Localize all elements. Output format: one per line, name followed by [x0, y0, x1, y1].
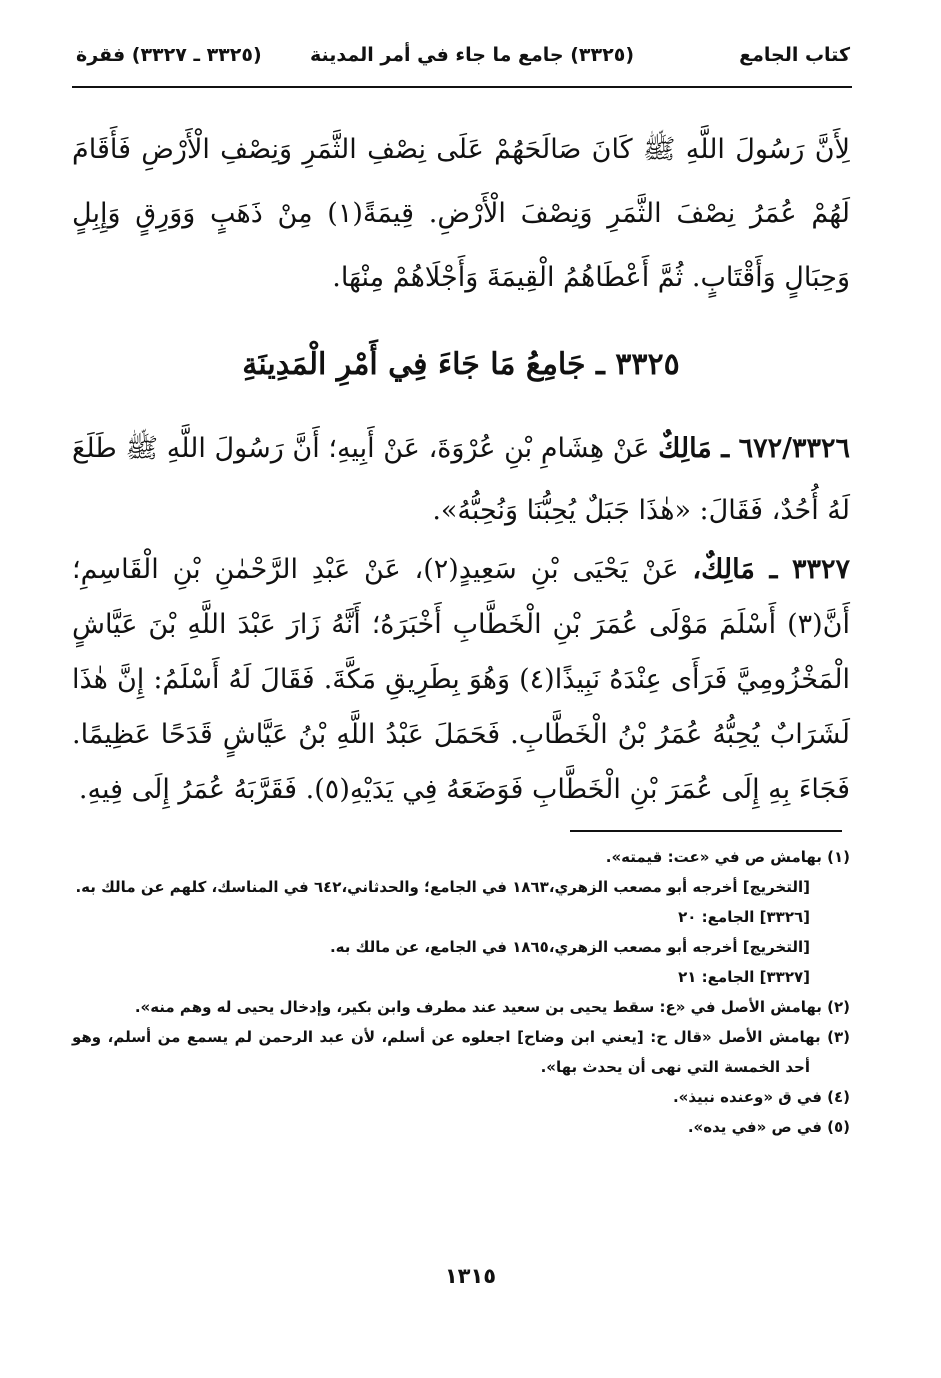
ref-3326: [٣٣٢٦] الجامع: ٢٠: [678, 908, 810, 926]
hadith-3327-text: عَنْ يَحْيَى بْنِ سَعِيدٍ(٢)، عَنْ عَبْدِ الرَّحْمٰنِ بْنِ الْقَاسِمِ؛ أَنَّ(٣) أَسْلَمَ مَوْلَى عُمَرَ بْنِ الْخَطَّابِ أَخْبَرَهُ؛ أَنَّهُ زَارَ عَبْدَ اللَّهِ بْنَ عَيَّاشٍ الْمَخْزُومِيَّ فَرَأَى عِنْدَهُ نَبِيذًا(٤) وَهُوَ بِطَرِيقِ مَكَّةَ. فَقَالَ لَهُ أَسْلَمُ: إِنَّ هٰذَا لَشَرَابٌ يُحِبُّهُ عُمَرُ بْنُ الْخَطَّابِ. فَحَمَلَ عَبْدُ اللَّهِ بْنُ عَيَّاشٍ قَدَحًا عَظِيمًا. فَجَاءَ بِهِ إِلَى عُمَرَ بْنِ الْخَطَّابِ فَوَضَعَهُ فِي يَدَيْهِ(٥). فَقَرَّبَهُ عُمَرُ إِلَى فِيهِ.: [72, 554, 850, 805]
hadith-3327-number: ٣٣٢٧ ـ مَالِكٌ،: [692, 554, 851, 585]
header-chapter-title: (٣٣٢٥) جامع ما جاء في أمر المدينة: [310, 44, 634, 66]
page-number: ١٣١٥: [444, 1264, 497, 1288]
header-book-title: كتاب الجامع: [739, 44, 850, 66]
footnote-5: (٥) في ص «في يده».: [687, 1118, 850, 1136]
header-paragraph-range: (٣٣٢٥ ـ ٣٣٢٧) فقرة: [76, 44, 262, 66]
hadith-3327: [72, 542, 850, 817]
running-header: [72, 40, 852, 84]
hadith-3326-number: ٦٧٢/٣٣٢٦ ـ مَالِكٌ: [658, 433, 850, 464]
footnote-4: (٤) في ق «وعنده نبيذ».: [672, 1088, 850, 1106]
takhrij-3325: [التخريج] أخرجه أبو مصعب الزهري،١٨٦٣ في الجامع؛ والحدثاني،٦٤٢ في المناسك، كلهم عن مالك به.: [75, 878, 810, 896]
ref-3327: [٣٣٢٧] الجامع: ٢١: [678, 968, 810, 986]
header-rule: [72, 86, 852, 88]
hadith-3326: [72, 418, 850, 542]
footnote-1: (١) بهامش ص في «عت: قيمته».: [605, 848, 850, 866]
footnote-separator: [570, 830, 842, 832]
hadith-3326-text: عَنْ هِشَامِ بْنِ عُرْوَةَ، عَنْ أَبِيهِ؛ أَنَّ رَسُولَ اللَّهِ ﷺ طَلَعَ لَهُ أُحُدٌ، فَقَالَ: «هٰذَا جَبَلٌ يُحِبُّنَا وَنُحِبُّهُ».: [72, 433, 850, 526]
paragraph-continuation: لِأَنَّ رَسُولَ اللَّهِ ﷺ كَانَ صَالَحَهُمْ عَلَى نِصْفِ الثَّمَرِ وَنِصْفِ الْأَرْضِ فَأَقَامَ لَهُمْ عُمَرُ نِصْفَ الثَّمَرِ وَنِصْفَ الْأَرْضِ. قِيمَةً(١) مِنْ ذَهَبٍ وَوَرِقٍ وَإِبِلٍ وَحِبَالٍ وَأَقْتَابٍ. ثُمَّ أَعْطَاهُمُ الْقِيمَةَ وَأَجْلَاهُمْ مِنْهَا.: [72, 134, 850, 293]
takhrij-3326: [التخريج] أخرجه أبو مصعب الزهري،١٨٦٥ في الجامع، عن مالك به.: [329, 938, 810, 956]
footnote-3: (٣) بهامش الأصل «قال ح: [يعني ابن وضاح] اجعلوه عن أسلم، لأن عبد الرحمن لم يسمع من أسلم، وهو أحد الخمسة التي نهى أن يحدث بها».: [72, 1028, 850, 1076]
footnote-2: (٢) بهامش الأصل في «ع: سقط يحيى بن سعيد عند مطرف وابن بكير، وإدخال يحيى له وهم منه».: [134, 998, 850, 1016]
footnotes: [72, 842, 850, 1142]
chapter-heading: ٣٣٢٥ ـ جَامِعُ مَا جَاءَ فِي أَمْرِ الْمَدِينَةِ: [242, 347, 680, 382]
